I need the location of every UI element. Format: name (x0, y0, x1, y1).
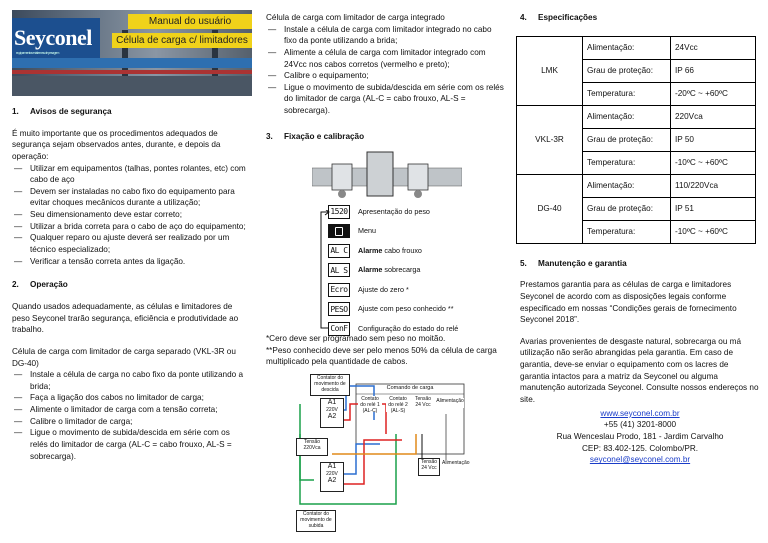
spec-value: IP 66 (671, 59, 756, 82)
spec-value: -20ºC ~ +60ºC (671, 82, 756, 105)
terminal-a2: A2 (327, 413, 337, 421)
section-title: Fixação e calibração (284, 131, 365, 141)
section-number: 4. (520, 13, 527, 22)
menu-label: Apresentação do peso (358, 206, 430, 216)
menu-label-bold: Alarme (358, 265, 383, 275)
website-link[interactable]: www.seyconel.com.br (600, 408, 680, 418)
lcd-display: Ecro (328, 283, 350, 297)
separate-limiter-title: Célula de carga com limitador de carga separado (VKL-3R ou DG-40) (12, 346, 236, 368)
spec-key: Temperatura: (583, 151, 671, 174)
logo-tagline: equipamentos e sistemas de pesagem (16, 51, 59, 56)
section-title: Manutenção e garantia (538, 258, 627, 268)
spec-key: Grau de proteção: (583, 197, 671, 220)
banner-beam-red (12, 70, 252, 74)
operation-intro: Quando usados adequadamente, as células e limitadores de peso Seyconel trarão segurança, eficiência e produtividade ao trabalho. (12, 301, 239, 335)
menu-item-menu (328, 222, 488, 242)
email-link[interactable]: seyconel@seyconel.com.br (589, 455, 691, 465)
lcd-display: 1520 (328, 205, 350, 219)
spec-key: Temperatura: (583, 220, 671, 243)
lcd-display: AL C (328, 244, 350, 258)
contact-block (520, 408, 760, 466)
integrated-list (266, 24, 506, 117)
list-item: — Alimente o limitador de carga com a tensão correta; (12, 404, 247, 416)
voltage-label: 220V (326, 407, 338, 414)
supply-24-box: Tensão 24 Vcc (418, 458, 440, 476)
relay1-label: Contato do relé 1 (AL-C) (358, 396, 382, 412)
list-item: — Ligue o movimento de subida/descida em série com os relés do limitador de carga (AL-C = cabo frouxo, AL-S = sobrecarga). (12, 427, 247, 462)
postal-code: CEP: 83.402-125. Colombo/PR. (581, 443, 699, 453)
contactor-down-box: Contator do movimento de descida (310, 374, 350, 396)
menu-label: cabo frouxo (384, 245, 422, 255)
phone: +55 (41) 3201-8000 (603, 420, 677, 430)
section-number: 3. (266, 131, 273, 141)
banner-beam (12, 58, 252, 68)
menu-label-bold: Alarme (358, 245, 383, 255)
specs-table (516, 36, 756, 244)
spec-value: 24Vcc (671, 36, 756, 59)
section-title: Especificações (538, 13, 598, 22)
lcd-display (328, 224, 350, 238)
model-lmk: LMK (517, 36, 583, 105)
calibration-notes (266, 333, 506, 368)
list-item: — Qualquer reparo ou ajuste deverá ser realizado por um técnico especializado; (12, 232, 247, 255)
list-item: — Faça a ligação dos cabos no limitador de carga; (12, 392, 247, 404)
section-title: Operação (30, 280, 68, 290)
section-4-heading (520, 12, 760, 24)
list-item: — Calibre o limitador de carga; (12, 416, 247, 428)
safety-list (12, 163, 247, 268)
spec-key: Grau de proteção: (583, 128, 671, 151)
menu-arrow-line (318, 210, 330, 332)
section-2-heading (12, 279, 247, 291)
spec-value: -10ºC ~ +60ºC (671, 151, 756, 174)
spec-key: Grau de proteção: (583, 59, 671, 82)
spec-value: -10ºC ~ +60ºC (671, 220, 756, 243)
spec-key: Alimentação: (583, 174, 671, 197)
list-item: — Seu dimensionamento deve estar correto; (12, 209, 247, 221)
section-number: 2. (12, 280, 19, 290)
model-vkl3r: VKL-3R (517, 105, 583, 174)
manual-subtitle: Célula de carga c/ limitadores (112, 33, 252, 48)
coil-down (320, 462, 344, 492)
calibration-menu (328, 202, 488, 339)
limiter-label: Comando de carga (386, 385, 434, 391)
menu-label: Configuração do estado do relé (358, 323, 459, 333)
section-number: 1. (12, 107, 19, 116)
menu-item-zero (328, 280, 488, 300)
table-row (517, 174, 756, 197)
manual-title: Manual do usuário (128, 14, 252, 29)
list-item: — Calibre o equipamento; (266, 70, 506, 82)
seyconel-logo (12, 18, 100, 58)
section-3-heading (266, 131, 506, 143)
list-item: — Alimente a célula de carga com limitador integrado com 24Vcc nos cabos corretos (vermelho e preto); (266, 47, 506, 70)
integrated-limiter-title: Célula de carga com limitador de carga integrado (266, 13, 445, 22)
section-1-heading (12, 106, 247, 118)
spec-key: Alimentação: (583, 36, 671, 59)
feed2-label: Alimentação (442, 460, 466, 472)
list-item: — Utilizar em equipamentos (talhas, pontes rolantes, etc) com cabo de aço (12, 163, 247, 186)
menu-label: Ajuste do zero * (358, 284, 409, 294)
list-item: — Instale a célula de carga com limitador integrado no cabo fixo da ponte utilizando a brida; (266, 24, 506, 47)
note-known-weight: **Peso conhecido deve ser pelo menos 50% da célula de carga multiplicado pela quantidade de cabos. (266, 345, 497, 367)
contactor-up-box: Contator do movimento de subida (296, 510, 336, 532)
terminal-a2: A2 (327, 477, 337, 485)
column-left (12, 106, 247, 462)
supply-220-box: Tensão 220Vca (296, 438, 328, 456)
lcd-display: ConF (328, 322, 350, 336)
spec-key: Temperatura: (583, 82, 671, 105)
model-dg40: DG-40 (517, 174, 583, 243)
wiring-diagram (296, 374, 470, 534)
lcd-display: AL S (328, 263, 350, 277)
list-item: — Verificar a tensão correta antes da ligação. (12, 256, 247, 268)
spec-value: 110/220Vca (671, 174, 756, 197)
address: Rua Wenceslau Prodo, 181 - Jardim Carvalho (556, 431, 724, 441)
banner-floor (12, 76, 252, 96)
list-item: — Ligue o movimento de subida/descida em série com os relés do limitador de carga (AL-C = cabo frouxo, AL-S = sobrecarga). (266, 82, 506, 117)
warranty-exclusions: Avarias provenientes de desgaste natural, sobrecarga ou má utilização não serão abrangidas pela garantia. Em caso de garantia, deve-se enviar o equipamento com os lacres de garantia intactos para a matriz da Seyconel ou alguma manutenção autorizada Seyconel. Consulte nossos endereços no site. (520, 336, 759, 405)
section-number: 5. (520, 258, 527, 268)
column-right (520, 12, 760, 466)
menu-item-peso (328, 300, 488, 320)
terminal-a1: A1 (327, 463, 337, 470)
relay2-label: Contato do relé 2 (AL-S) (386, 396, 410, 412)
note-zero: *Cero deve ser programado sem peso no moitão. (266, 334, 446, 343)
list-item: — Devem ser instaladas no cabo fixo do equipamento para evitar choques mecânicos durante a utilização; (12, 186, 247, 209)
menu-label: sobrecarga (384, 265, 421, 275)
safety-intro: É muito importante que os procedimentos adequados de segurança sejam observados antes, durante, e depois da operação: (12, 128, 221, 161)
warranty-paragraph: Prestamos garantia para as células de carga e limitadores Seyconel de acordo com as disposições legais conforme especificado em nossas “Condições gerais de fornecimento Seyconel 2018”. (520, 280, 737, 325)
menu-label: Menu (358, 226, 376, 236)
section-title: Avisos de segurança (30, 107, 112, 116)
list-item: — Instale a célula de carga no cabo fixo da ponte utilizando a brida; (12, 369, 247, 392)
spec-value: IP 50 (671, 128, 756, 151)
feed-label: Alimentação (436, 398, 464, 408)
column-middle (266, 12, 506, 148)
coil-up (320, 398, 344, 428)
spec-key: Alimentação: (583, 105, 671, 128)
load-cell-illustration (312, 148, 462, 200)
table-row (517, 105, 756, 128)
terminal-a1: A1 (327, 399, 337, 406)
list-item: — Utilizar a brida correta para o cabo de aço do equipamento; (12, 221, 247, 233)
menu-item-als (328, 261, 488, 281)
title-box (112, 14, 252, 58)
table-row (517, 36, 756, 59)
supply-label: Tensão 24 Vcc (412, 396, 434, 412)
lcd-display: PESO (328, 302, 350, 316)
spec-value: IP 51 (671, 197, 756, 220)
voltage-label: 220V (326, 471, 338, 478)
menu-label: Ajuste com peso conhecido ** (358, 304, 454, 314)
section-5-heading (520, 258, 760, 270)
menu-item-weight (328, 202, 488, 222)
header-banner (12, 10, 252, 96)
logo-text: Seyconel (14, 25, 92, 50)
spec-value: 220Vca (671, 105, 756, 128)
menu-item-alc (328, 241, 488, 261)
operation-list (12, 369, 247, 462)
